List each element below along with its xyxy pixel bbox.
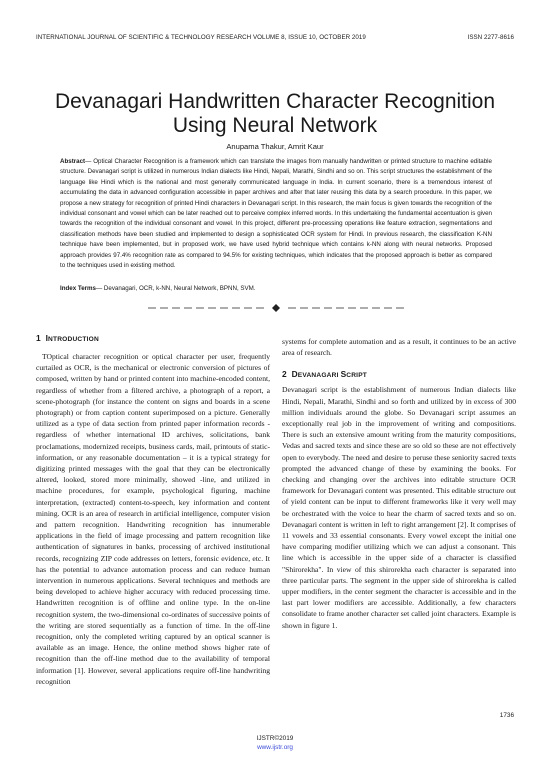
journal-header [36, 34, 514, 41]
index-terms-text: — Devanagari, OCR, k-NN, Neural Network, BPNN, SVM. [96, 285, 256, 292]
footer-website-link[interactable]: www.ijstr.org [257, 743, 293, 751]
section-1-heading: 1 INTRODUCTION [36, 333, 99, 343]
diamond-icon [272, 304, 280, 312]
paper-title [20, 90, 530, 138]
paper-title-line2: Using Neural Network [172, 114, 378, 137]
issn-number: ISSN 2277-8616 [467, 34, 514, 41]
abstract [60, 157, 492, 271]
section-1-number: 1 [36, 333, 41, 343]
abstract-label: Abstract [60, 158, 86, 165]
index-terms [60, 285, 492, 292]
page-footer [0, 735, 550, 752]
author-list: Anupama Thakur, Amrit Kaur [226, 142, 324, 151]
journal-name: INTERNATIONAL JOURNAL OF SCIENTIFIC & TECHNOLOGY RESEARCH VOLUME 8, ISSUE 10, OCTOBER 2019 [36, 34, 366, 41]
section-2-number: 2 [282, 369, 287, 380]
paper-title-line1: Devanagari Handwritten Character Recognition [54, 90, 496, 113]
right-column [282, 336, 516, 631]
section-2-heading: 2 DEVANAGARI SCRIPT [282, 369, 368, 380]
page-number: 1736 [499, 712, 514, 719]
introduction-continuation: systems for complete automation and as a result, it continues to be an active area of research. [282, 337, 516, 358]
left-column [36, 333, 270, 687]
index-terms-label: Index Terms [60, 285, 96, 292]
footer-copyright: IJSTR©2019 [256, 735, 294, 742]
introduction-paragraph: TOptical character recognition or optical character per user, frequently curtailed as OCR, is the mechanical or electronic conversion of pictures of composed, written by hand or printed content into machine-encoded content, regardless of whether from a filtered archive, a photograph of a report, a scene-photograph (for instance the content on signs and boards in a scene photograph) or from caption content superimposed on a picture. Generally utilized as a type of data section from printed paper information records - regardless of whether international ID archives, solicitations, bank proclamations, modernized receipts, business cards, mail, printouts of static-information, or any reasonable documentation – it is a typical strategy for digitizing printed messages with the goal that they can be electronically altered, looked, stored more minimally, showed -line, and utilized in machine procedures, for example, psychological figuring, machine interpretation, (extracted) content-to-speech, key information and content mining. OCR is an area of research in artificial intelligence, computer vision and pattern recognition. Handwriting recognition has innumerable applications in the field of image processing and pattern recognition like authentication of signatures in banks, processing of archived institutional records, recognizing ZIP code addresses on letters, forensic evidence, etc. It has the potential to advance automation process and can reduce human intervention in numerous applications. Several techniques and methods are being developed to achieve higher accuracy with reduced processing time. Handwritten recognition is of offline and online type. In the on-line recognition system, the two-dimensional co-ordinates of successive points of the writing are stored sequentially as a function of time. In the off-line recognition, only the completed writing captured by an optical scanner is available as an image. Hence, the online method shows higher rate of recognition than the off-line method due to the availability of temporal information [1]. However, several applications require off-line handwriting recognition [36, 352, 270, 686]
section-divider [148, 303, 404, 313]
devanagari-paragraph: Devanagari script is the establishment of numerous Indian dialects like Hindi, Nepali, Marathi, Sindhi and so forth and utilized by in excess of 300 million individuals around the globe. So Devanagari script assumes an exceptionally real job in the improvement of writing and compositions. There is such an extensive amount writing from the maturity compositions, Vedas and sacred texts and since these are so old so these are not effectively open to everybody. The need and desire to peruse these seniority sacred texts prompted the advanced change of these by examining the books. For checking and changing over the archives into editable structure OCR framework for Devanagari content was presented. This editable structure out of yield content can be input to different frameworks like it very well may be orchestrated with the voice to hear the charm of sacred texts and so on. Devanagari content is written in left to right arrangement [2]. It comprises of 11 vowels and 33 essential consonants. Every vowel except the initial one have comparing modifier utilizing which we can adjust a consonant. This line which is accessible in the upper side of a character is classified "Shirorekha". In view of this shirorekha each character is separated into three particular parts. The segment in the upper side of shirorekha is called upper modifiers, in the center segment the character is accessible and in the last part lower modifiers are accessible. Additionally, a few characters consolidate to frame another character set called joint characters. Example is shown in figure 1. [282, 385, 516, 630]
abstract-text: — Optical Character Recognition is a framework which can translate the images from manually handwritten or printed structure to machine editable structure. Devanagari script is utilized in numerous Indian dialects like Hindi, Nepali, Marathi, Sindhi and so on. This script structures the establishment of the language like Hindi which is the national and most generally communicated language in India. In current scenario, there is a tremendous interest of accumulating the data in advanced configuration accessible in paper archives and after that later reusing this data by a search procedure. In this paper, we propose a new strategy for recognition of printed Hindi characters in Devanagari script. In this research, the main focus is given towards the recognition of the individual consonant and vowel which can be later reached out to perceive complex inferred words. In this undertaking the fundamental accentuation is given towards the recognition of the individual consonant and vowel. In this project, different pre-processing operations like feature extraction, segmentations and classification methods have been studied and implemented to design a sophisticated OCR system for Hindi. In previous research, the classification K-NN technique have been implemented, but in proposed work, we have used hybrid technique which contains k-NN along with neural networks. Proposed approach provides 97.4% recognition rate as compared to 94.5% for existing techniques, which indicates that the proposed approach is better as compared to the techniques used in existing method. [60, 158, 492, 270]
